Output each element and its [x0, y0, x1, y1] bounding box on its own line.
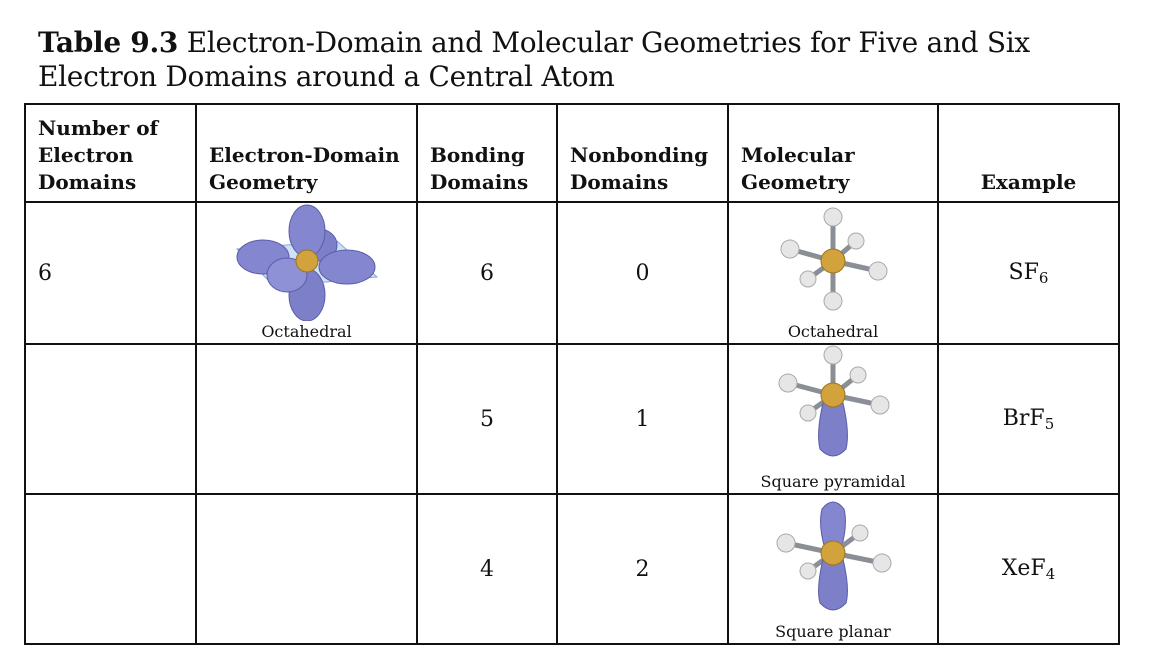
- table-label: Table 9.3: [38, 26, 179, 59]
- cell-nonbonding: 0: [557, 202, 728, 344]
- cell-example: [938, 202, 1119, 344]
- example-formula-subscript: 6: [1038, 268, 1049, 287]
- cell-ed-geometry: [196, 202, 417, 344]
- header-row: [25, 104, 1119, 202]
- header-line: Geometry: [741, 170, 850, 194]
- header-line: Electron: [38, 143, 134, 167]
- table-row: [25, 344, 1119, 494]
- example-formula-base: SF: [1008, 259, 1039, 285]
- cell-num-domains: [25, 344, 196, 494]
- ed-geometry-caption: Octahedral: [261, 322, 352, 341]
- header-line: Geometry: [209, 170, 318, 194]
- mol-geometry-caption: Square pyramidal: [760, 472, 906, 491]
- table-title: [38, 26, 1128, 94]
- cell-bonding: 5: [417, 344, 557, 494]
- header-example: [938, 104, 1119, 202]
- header-line: Electron-Domain: [209, 143, 400, 167]
- table-title-text: Electron-Domain and Molecular Geometries for Five and Six Electron Domains around a Central Atom: [38, 26, 1030, 93]
- header-line: Number of: [38, 116, 159, 140]
- header-line: Nonbonding: [570, 143, 709, 167]
- header-mol-geometry: [728, 104, 938, 202]
- cell-ed-geometry: [196, 494, 417, 644]
- cell-nonbonding: 1: [557, 344, 728, 494]
- example-formula-subscript: 4: [1045, 564, 1056, 583]
- table-row: [25, 494, 1119, 644]
- header-line: Example: [980, 170, 1077, 194]
- example-formula-base: BrF: [1002, 405, 1045, 431]
- square-pyramidal-molecule-icon: [768, 345, 898, 465]
- header-bonding: [417, 104, 557, 202]
- cell-example: [938, 494, 1119, 644]
- cell-mol-geometry: [728, 202, 938, 344]
- cell-mol-geometry: [728, 344, 938, 494]
- octahedral-molecule-icon: [768, 203, 898, 315]
- header-line: Domains: [38, 170, 137, 194]
- cell-num-domains: [25, 494, 196, 644]
- cell-num-domains: 6: [25, 202, 196, 344]
- header-ed-geometry: [196, 104, 417, 202]
- header-line: Domains: [570, 170, 669, 194]
- header-num-domains: [25, 104, 196, 202]
- octahedral-electron-domain-icon: [227, 203, 387, 321]
- cell-nonbonding: 2: [557, 494, 728, 644]
- header-line: Molecular: [741, 143, 855, 167]
- example-formula-subscript: 5: [1044, 414, 1055, 433]
- cell-mol-geometry: [728, 494, 938, 644]
- header-nonbonding: [557, 104, 728, 202]
- cell-ed-geometry: [196, 344, 417, 494]
- table-row: [25, 202, 1119, 344]
- mol-geometry-caption: Square planar: [775, 622, 891, 641]
- example-formula-base: XeF: [1001, 555, 1046, 581]
- header-line: Domains: [430, 170, 529, 194]
- geometry-table: [24, 103, 1120, 645]
- square-planar-molecule-icon: [768, 495, 898, 617]
- cell-bonding: 4: [417, 494, 557, 644]
- header-line: Bonding: [430, 143, 525, 167]
- cell-example: [938, 344, 1119, 494]
- mol-geometry-caption: Octahedral: [787, 322, 879, 341]
- cell-bonding: 6: [417, 202, 557, 344]
